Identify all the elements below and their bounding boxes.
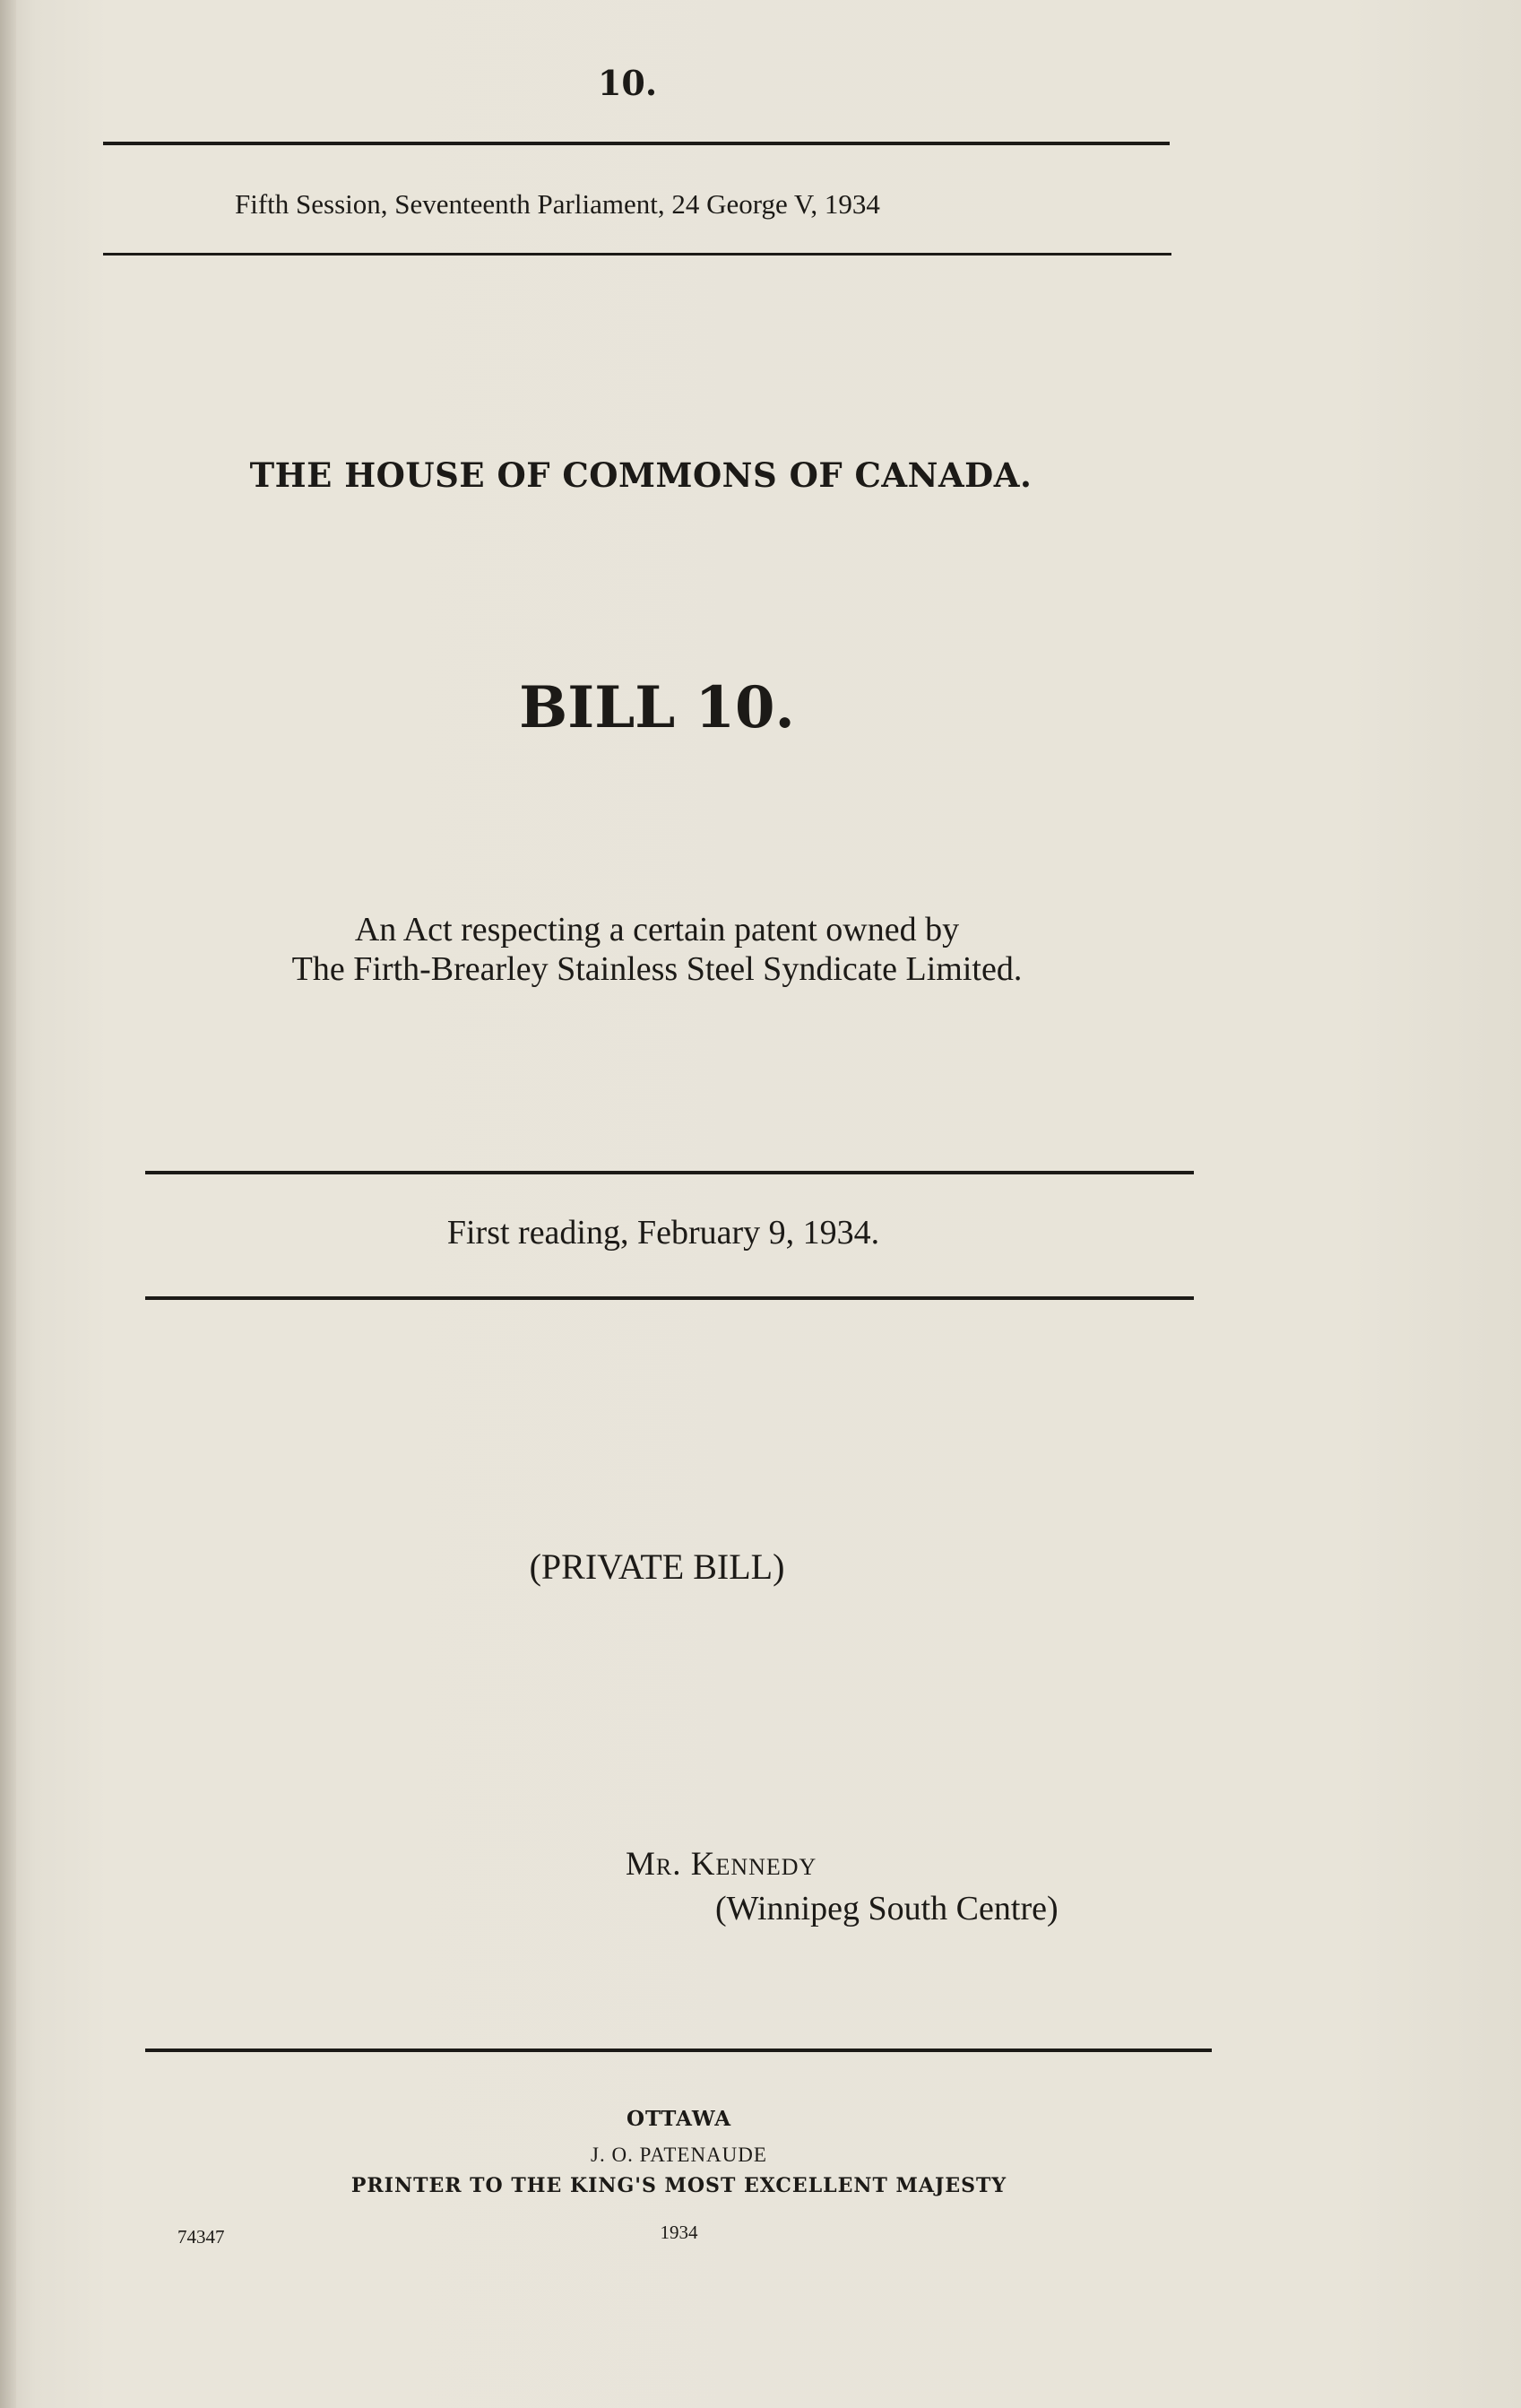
reading-rule-bottom	[145, 1296, 1194, 1300]
printer-title: PRINTER TO THE KING'S MOST EXCELLENT MAJESTY	[350, 2174, 1007, 2197]
imprint-rule	[145, 2049, 1212, 2052]
bill-title: BILL 10.	[519, 674, 795, 741]
first-reading: First reading, February 9, 1934.	[446, 1214, 880, 1252]
act-description-line-2: The Firth-Brearley Stainless Steel Syndicate Limited.	[291, 950, 1023, 988]
plate-number: 74347	[177, 2226, 225, 2248]
header-rule-top	[103, 142, 1170, 145]
bill-number-header: 10.	[597, 63, 658, 103]
header-rule-bottom	[103, 253, 1171, 256]
member-name: Mr. Kennedy	[626, 1846, 817, 1883]
house-title: THE HOUSE OF COMMONS OF CANADA.	[249, 455, 1033, 495]
printer-name: J. O. PATENAUDE	[591, 2144, 767, 2166]
imprint-city: OTTAWA	[626, 2107, 732, 2131]
reading-rule-top	[145, 1171, 1194, 1174]
session-line: Fifth Session, Seventeenth Parliament, 24 George V, 1934	[235, 188, 880, 220]
page-spine-shadow	[0, 0, 16, 2408]
act-description	[0, 910, 1314, 989]
print-year: 1934	[660, 2222, 698, 2243]
bill-type: (PRIVATE BILL)	[529, 1546, 785, 1587]
act-description-line-1: An Act respecting a certain patent owned by	[354, 911, 960, 948]
member-riding: (Winnipeg South Centre)	[715, 1890, 1059, 1927]
